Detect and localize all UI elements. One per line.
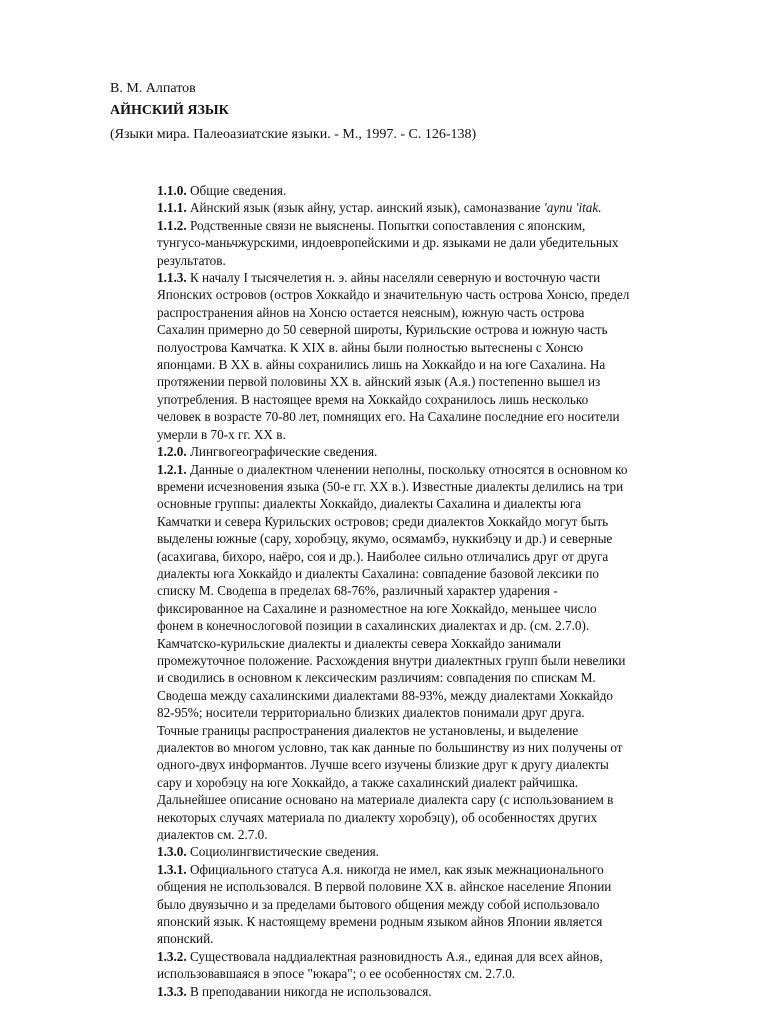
source-citation: (Языки мира. Палеоазиатские языки. - М., 1997. - С. 126-138) [110,127,477,142]
section-paragraph [157,269,717,443]
line-text: В преподавании никогда не использовался. [189,983,432,999]
section-number: 1.1.1. [157,200,187,216]
line-text: Данные о диалектном членении неполны, поскольку относятся в основном ко [189,461,628,477]
section-number: 1.1.0. [157,183,187,198]
text-line [157,286,717,303]
text-line [157,669,717,686]
line-text: общения не использовался. В первой половине XX в. айнское население Японии [157,879,612,895]
line-text: одного-двух информантов. Лучше всего изучены близкие друг к другу диалекты [157,757,609,773]
text-line [157,321,717,338]
text-line [157,426,717,443]
line-text: Общие сведения. [189,183,287,198]
line-text: полуострова Камчатка. К XIX в. айны были полностью вытеснены с Хонсю [157,339,584,355]
line-text: диалектов см. 2.7.0. [157,827,268,843]
line-text: выделены южные (сару, хоробэцу, якумо, осямамбэ, нуккибэцу и др.) и северные [157,531,613,547]
text-line [157,774,717,791]
line-text: Существовала наддиалектная разновидность А.я., единая для всех айнов, [189,948,603,964]
text-line [157,530,717,547]
text-line [157,617,717,634]
text-line [157,252,717,269]
line-text: было двуязычно и за пределами бытового общения между собой использовало [157,896,600,912]
section-number: 1.3.3. [157,983,187,999]
text-line [157,861,717,878]
text-line [157,896,717,913]
text-line [157,687,717,704]
section-number: 1.2.1. [157,461,187,477]
text-line [157,756,717,773]
line-text: использовавшаяся в эпосе "юкара"; о ее особенностях см. 2.7.0. [157,966,516,982]
self-name-term: 'aynu 'itak. [543,200,602,216]
text-line [157,443,717,460]
text-line [157,582,717,599]
line-text: Сводеша между сахалинскими диалектами 88-93%, между диалектами Хоккайдо [157,687,614,703]
section-paragraph [157,443,717,460]
text-line [157,930,717,947]
text-line [157,652,717,669]
text-line [157,913,717,930]
line-text: Айнский язык (язык айну, устар. аинский язык), самоназвание [189,200,544,216]
line-text: японский. [157,931,214,947]
line-text: японский язык. К настоящему времени родным языком айнов Японии является [157,914,603,930]
text-line [157,234,717,251]
line-text: промежуточное положение. Расхождения внутри диалектных групп были невелики [157,652,626,668]
line-text: (асахигава, бихоро, наёро, соя и др.). Наиболее сильно отличались друг от друга [157,548,609,564]
line-text: тунгусо-маньчжурскими, индоевропейскими и др. языками не дали убедительных [157,235,619,251]
line-text: фиксированное на Сахалине и разноместное на юге Хоккайдо, меньшее число [157,600,597,616]
text-line [157,791,717,808]
line-text: диалекты юга Хоккайдо и диалекты Сахалина: совпадение базовой лексики по [157,565,599,581]
article-title: АЙНСКИЙ ЯЗЫК [110,103,229,118]
text-line [157,965,717,982]
line-text: Социолингвистические сведения. [189,844,379,860]
line-text: протяжении первой половины XX в. айнский язык (А.я.) постепенно вышел из [157,374,601,390]
text-line [157,478,717,495]
text-line [157,391,717,408]
section-number: 1.2.0. [157,444,187,460]
line-text: и сводились в основном к лексическим различиям: совпадения по спискам М. [157,670,596,686]
line-text: Родственные связи не выяснены. Попытки сопоставления с японским, [189,217,586,233]
text-line [157,565,717,582]
text-line [157,199,717,216]
section-paragraph [157,461,717,844]
line-text: диалектов во многом условно, так как данные по большинству из них получены от [157,740,623,755]
section-paragraph [157,948,717,983]
line-text: списку М. Сводеша в пределах 68-76%, различный характер ударения - [157,583,558,599]
section-paragraph [157,861,717,948]
text-line [157,461,717,478]
line-text: Дальнейшее описание основано на материале диалекта сару (с использованием в [157,792,614,808]
text-line [157,983,717,1000]
text-line [157,356,717,373]
text-line [157,548,717,565]
text-line [157,948,717,965]
text-line [157,843,717,860]
text-line [157,217,717,234]
line-text: распространения айнов на Хонсю остается неясным), южную часть острова [157,304,585,320]
section-paragraph [157,217,717,269]
line-text: употребления. В настоящее время на Хоккайдо сохранилось лишь несколько [157,391,589,407]
line-text: Японских островов (остров Хоккайдо и значительную часть острова Хонсю, предел [157,287,630,303]
section-number: 1.3.2. [157,948,187,964]
line-text: фонем в конечнослоговой позиции в сахалинских диалектах и др. (см. 2.7.0). [157,618,590,634]
text-line [157,878,717,895]
section-number: 1.3.0. [157,844,187,860]
line-text: результатов. [157,252,226,268]
text-line [157,722,717,739]
line-text: 82-95%; носители территориально близких диалектов понимали друг друга. [157,705,585,721]
section-number: 1.3.1. [157,861,187,877]
document-body [157,182,717,1000]
line-text: времени исчезновения языка (50-е гг. XX в.). Известные диалекты делились на три [157,478,624,494]
line-text: человек в возрасте 70-80 лет, помнящих его. На Сахалине последние его носители [157,409,620,425]
section-number: 1.1.2. [157,217,187,233]
text-line [157,600,717,617]
text-line [157,339,717,356]
line-text: сару и хоробэцу на юге Хоккайдо, а также сахалинский диалект райчишка. [157,774,579,790]
section-paragraph [157,199,717,216]
text-line [157,269,717,286]
line-text: Точные границы распространения диалектов не установлены, и выделение [157,722,579,738]
line-text: Официального статуса А.я. никогда не имел, как язык межнационального [189,861,604,877]
line-text: японцами. В XX в. айны сохранились лишь на Хоккайдо и на юге Сахалина. На [157,357,606,373]
text-line [157,495,717,512]
section-paragraph [157,182,717,199]
line-text: умерли в 70-х гг. XX в. [157,426,286,442]
line-text: Камчатки и севера Курильских островов; среди диалектов Хоккайдо могут быть [157,513,609,529]
line-text: основные группы: диалекты Хоккайдо, диалекты Сахалина и диалекты юга [157,496,582,512]
section-paragraph [157,983,717,1000]
line-text: К началу I тысячелетия н. э. айны населяли северную и восточную части [189,270,601,286]
line-text: Камчатско-курильские диалекты и диалекты севера Хоккайдо занимали [157,635,562,651]
document-header [110,79,670,145]
text-line [157,304,717,321]
text-line [157,373,717,390]
line-text: некоторых случаях материала по диалекту хоробэцу), об особенностях других [157,809,598,825]
line-text: Лингвогеографические сведения. [189,444,378,460]
text-line [157,739,717,756]
text-line [157,513,717,530]
text-line [157,635,717,652]
text-line [157,809,717,826]
text-line [157,408,717,425]
author-name: В. М. Алпатов [110,81,196,96]
section-number: 1.1.3. [157,270,187,286]
line-text: Сахалин примерно до 50 северной широты, Курильские острова и южную часть [157,322,608,338]
text-line [157,826,717,843]
text-line [157,182,717,199]
text-line [157,704,717,721]
section-paragraph [157,843,717,860]
